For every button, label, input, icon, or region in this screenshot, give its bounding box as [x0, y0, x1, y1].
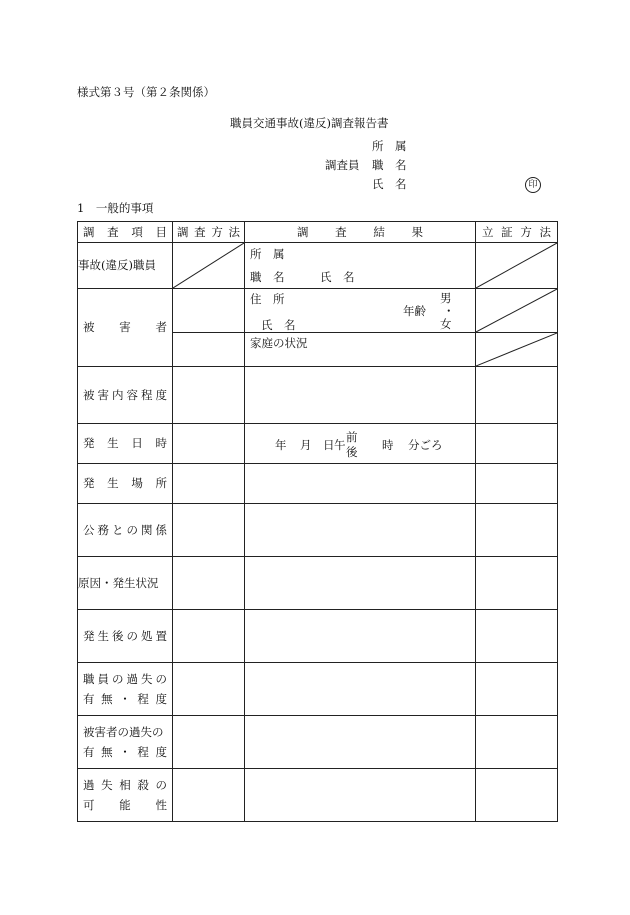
label-datetime: 発 生 日 時 [78, 424, 173, 464]
label-victim-fault: 被害者の過失の 有 無 ・ 程 度 [78, 716, 173, 769]
header-row [78, 222, 558, 243]
r1-affiliation: 所 属 [250, 247, 285, 261]
row-damage [78, 367, 558, 424]
document-title: 職員交通事故(違反)調査報告書 [230, 116, 389, 130]
seal-icon: 印 [525, 177, 541, 193]
label-offset: 過 失 相 殺 の 可 能 性 [78, 769, 173, 822]
report-table [77, 221, 558, 822]
investigator-label: 調査員 [325, 158, 360, 172]
row-after-action [78, 610, 558, 663]
diag-method-r1 [173, 243, 245, 289]
row-official-duty [78, 504, 558, 557]
form-number: 様式第３号（第２条関係） [77, 85, 215, 99]
diag-proof-r2a [476, 289, 558, 333]
section-title: 1 一般的事項 [77, 201, 154, 215]
label-damage: 被 害 内 容 程 度 [78, 367, 173, 424]
label-victim: 被 害 者 [78, 289, 173, 367]
result-victim-1 [245, 289, 476, 333]
row-accident-employee [78, 243, 558, 289]
result-victim-family: 家庭の状況 [245, 333, 476, 367]
label-cause: 原因・発生状況 [78, 557, 173, 610]
row-place [78, 464, 558, 504]
row-datetime [78, 424, 558, 464]
header-method: 調 査 方 法 [173, 222, 245, 243]
method-victim-2 [173, 333, 245, 367]
r2-address: 住 所 [250, 292, 285, 306]
r1-name: 氏 名 [320, 270, 355, 284]
r2-age: 年齢 [403, 304, 426, 318]
header-item: 調 査 項 目 [78, 222, 173, 243]
r1-position: 職 名 [250, 270, 285, 284]
diag-proof-r2b [476, 333, 558, 367]
label-official-duty: 公 務 と の 関 係 [78, 504, 173, 557]
label-accident-employee: 事故(違反)職員 [78, 243, 173, 289]
row-victim-fault [78, 716, 558, 769]
r2-female: 女 [440, 317, 452, 331]
row-offset [78, 769, 558, 822]
r2-name: 氏 名 [261, 318, 296, 332]
affiliation-label: 所 属 [372, 139, 407, 153]
row-employee-fault [78, 663, 558, 716]
row-victim [78, 289, 558, 333]
label-employee-fault: 職 員 の 過 失 の 有 無 ・ 程 度 [78, 663, 173, 716]
diag-proof-r1 [476, 243, 558, 289]
method-victim-1 [173, 289, 245, 333]
row-cause [78, 557, 558, 610]
r2-male: 男 [440, 291, 452, 305]
label-after-action: 発 生 後 の 処 置 [78, 610, 173, 663]
r2-dot: ・ [443, 304, 455, 318]
position-label: 職 名 [372, 158, 407, 172]
header-result: 調 査 結 果 [245, 222, 476, 243]
result-accident-employee [245, 243, 476, 289]
label-place: 発 生 場 所 [78, 464, 173, 504]
name-label: 氏 名 [372, 177, 407, 191]
header-proof: 立 証 方 法 [476, 222, 558, 243]
result-datetime: 年 月 日 午 前 後 時 分ごろ [245, 424, 476, 464]
